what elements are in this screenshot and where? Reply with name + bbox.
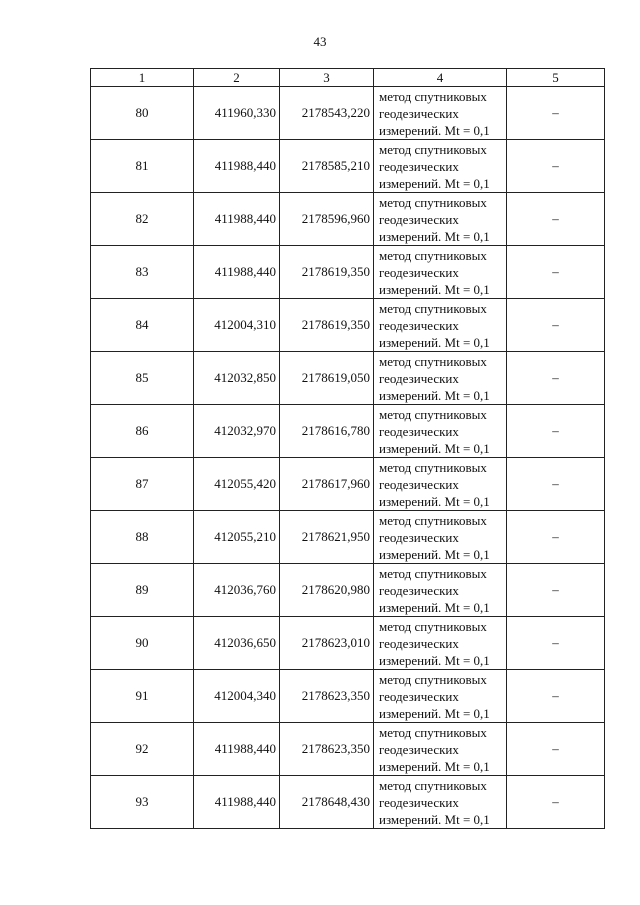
- method-line-2: геодезических: [379, 158, 459, 174]
- point-number: 88: [91, 511, 194, 564]
- coordinate-x: 411988,440: [194, 776, 280, 829]
- point-number: 82: [91, 193, 194, 246]
- point-number: 87: [91, 458, 194, 511]
- method-line-2: геодезических: [379, 476, 459, 492]
- column-header-2: 2: [194, 69, 280, 87]
- method-line-1: метод спутниковых: [379, 406, 487, 422]
- note-dash: –: [507, 140, 605, 193]
- page-number: 43: [313, 34, 327, 49]
- point-number: 85: [91, 352, 194, 405]
- note-dash: –: [507, 246, 605, 299]
- method-description: [374, 670, 507, 723]
- coordinate-x: 411988,440: [194, 723, 280, 776]
- note-dash: –: [507, 299, 605, 352]
- method-line-3: измерений. Mt = 0,1: [379, 705, 490, 721]
- method-line-2: геодезических: [379, 635, 459, 651]
- method-description: [374, 299, 507, 352]
- method-line-3: измерений. Mt = 0,1: [379, 175, 490, 191]
- table-row: [91, 87, 605, 140]
- method-line-1: метод спутниковых: [379, 512, 487, 528]
- method-line-2: геодезических: [379, 211, 459, 227]
- note-dash: –: [507, 87, 605, 140]
- point-number: 89: [91, 564, 194, 617]
- point-number: 83: [91, 246, 194, 299]
- method-description: [374, 564, 507, 617]
- note-dash: –: [507, 511, 605, 564]
- coordinate-y: 2178617,960: [280, 458, 374, 511]
- method-line-2: геодезических: [379, 105, 459, 121]
- method-description: [374, 458, 507, 511]
- table-header: [91, 69, 605, 87]
- table-body: [91, 87, 605, 829]
- note-dash: –: [507, 193, 605, 246]
- method-line-1: метод спутниковых: [379, 671, 487, 687]
- table-row: [91, 140, 605, 193]
- method-line-2: геодезических: [379, 317, 459, 333]
- point-number: 81: [91, 140, 194, 193]
- table-row: [91, 193, 605, 246]
- method-line-2: геодезических: [379, 794, 459, 810]
- table-row: [91, 458, 605, 511]
- note-dash: –: [507, 723, 605, 776]
- method-line-3: измерений. Mt = 0,1: [379, 387, 490, 403]
- note-dash: –: [507, 458, 605, 511]
- method-line-3: измерений. Mt = 0,1: [379, 122, 490, 138]
- coordinate-x: 412055,420: [194, 458, 280, 511]
- coordinate-y: 2178585,210: [280, 140, 374, 193]
- method-line-3: измерений. Mt = 0,1: [379, 493, 490, 509]
- method-line-3: измерений. Mt = 0,1: [379, 228, 490, 244]
- coordinate-x: 412055,210: [194, 511, 280, 564]
- method-line-1: метод спутниковых: [379, 618, 487, 634]
- method-description: [374, 723, 507, 776]
- note-dash: –: [507, 564, 605, 617]
- table-row: [91, 246, 605, 299]
- method-line-2: геодезических: [379, 423, 459, 439]
- coordinate-y: 2178623,010: [280, 617, 374, 670]
- method-line-3: измерений. Mt = 0,1: [379, 546, 490, 562]
- coordinate-y: 2178621,950: [280, 511, 374, 564]
- method-line-1: метод спутниковых: [379, 565, 487, 581]
- point-number: 90: [91, 617, 194, 670]
- method-line-1: метод спутниковых: [379, 353, 487, 369]
- method-description: [374, 87, 507, 140]
- point-number: 86: [91, 405, 194, 458]
- coordinate-x: 411988,440: [194, 193, 280, 246]
- method-line-3: измерений. Mt = 0,1: [379, 599, 490, 615]
- coordinate-y: 2178623,350: [280, 723, 374, 776]
- method-line-1: метод спутниковых: [379, 724, 487, 740]
- method-line-2: геодезических: [379, 264, 459, 280]
- note-dash: –: [507, 670, 605, 723]
- coordinates-table: [90, 68, 605, 829]
- method-line-1: метод спутниковых: [379, 459, 487, 475]
- method-line-1: метод спутниковых: [379, 777, 487, 793]
- coordinate-y: 2178619,350: [280, 246, 374, 299]
- method-line-3: измерений. Mt = 0,1: [379, 334, 490, 350]
- coordinate-y: 2178616,780: [280, 405, 374, 458]
- coordinate-y: 2178619,350: [280, 299, 374, 352]
- coordinate-y: 2178619,050: [280, 352, 374, 405]
- method-line-3: измерений. Mt = 0,1: [379, 652, 490, 668]
- coordinate-x: 412036,760: [194, 564, 280, 617]
- method-description: [374, 511, 507, 564]
- point-number: 84: [91, 299, 194, 352]
- table-row: [91, 776, 605, 829]
- table-row: [91, 405, 605, 458]
- table-row: [91, 564, 605, 617]
- note-dash: –: [507, 776, 605, 829]
- method-description: [374, 246, 507, 299]
- method-line-3: измерений. Mt = 0,1: [379, 440, 490, 456]
- method-line-1: метод спутниковых: [379, 194, 487, 210]
- coordinate-x: 412032,850: [194, 352, 280, 405]
- point-number: 91: [91, 670, 194, 723]
- header-row: [91, 69, 605, 87]
- coordinate-y: 2178596,960: [280, 193, 374, 246]
- point-number: 80: [91, 87, 194, 140]
- column-header-3: 3: [280, 69, 374, 87]
- method-description: [374, 140, 507, 193]
- coordinate-x: 411960,330: [194, 87, 280, 140]
- table-row: [91, 670, 605, 723]
- method-line-1: метод спутниковых: [379, 141, 487, 157]
- method-line-2: геодезических: [379, 370, 459, 386]
- coordinate-x: 412004,310: [194, 299, 280, 352]
- method-line-2: геодезических: [379, 741, 459, 757]
- table-row: [91, 723, 605, 776]
- coordinate-y: 2178543,220: [280, 87, 374, 140]
- coordinate-y: 2178620,980: [280, 564, 374, 617]
- coordinate-x: 412036,650: [194, 617, 280, 670]
- method-line-1: метод спутниковых: [379, 247, 487, 263]
- coordinate-y: 2178648,430: [280, 776, 374, 829]
- method-line-3: измерений. Mt = 0,1: [379, 281, 490, 297]
- table-row: [91, 352, 605, 405]
- point-number: 93: [91, 776, 194, 829]
- method-line-2: геодезических: [379, 688, 459, 704]
- method-line-1: метод спутниковых: [379, 88, 487, 104]
- method-description: [374, 617, 507, 670]
- column-header-4: 4: [374, 69, 507, 87]
- note-dash: –: [507, 617, 605, 670]
- point-number: 92: [91, 723, 194, 776]
- coordinate-x: 411988,440: [194, 140, 280, 193]
- method-description: [374, 405, 507, 458]
- table-row: [91, 617, 605, 670]
- coordinate-y: 2178623,350: [280, 670, 374, 723]
- column-header-1: 1: [91, 69, 194, 87]
- coordinate-x: 411988,440: [194, 246, 280, 299]
- method-line-3: измерений. Mt = 0,1: [379, 758, 490, 774]
- method-line-2: геодезических: [379, 582, 459, 598]
- method-line-3: измерений. Mt = 0,1: [379, 811, 490, 827]
- note-dash: –: [507, 405, 605, 458]
- method-line-2: геодезических: [379, 529, 459, 545]
- table-row: [91, 299, 605, 352]
- method-line-1: метод спутниковых: [379, 300, 487, 316]
- method-description: [374, 776, 507, 829]
- note-dash: –: [507, 352, 605, 405]
- column-header-5: 5: [507, 69, 605, 87]
- method-description: [374, 193, 507, 246]
- coordinate-x: 412032,970: [194, 405, 280, 458]
- method-description: [374, 352, 507, 405]
- coordinate-x: 412004,340: [194, 670, 280, 723]
- table-row: [91, 511, 605, 564]
